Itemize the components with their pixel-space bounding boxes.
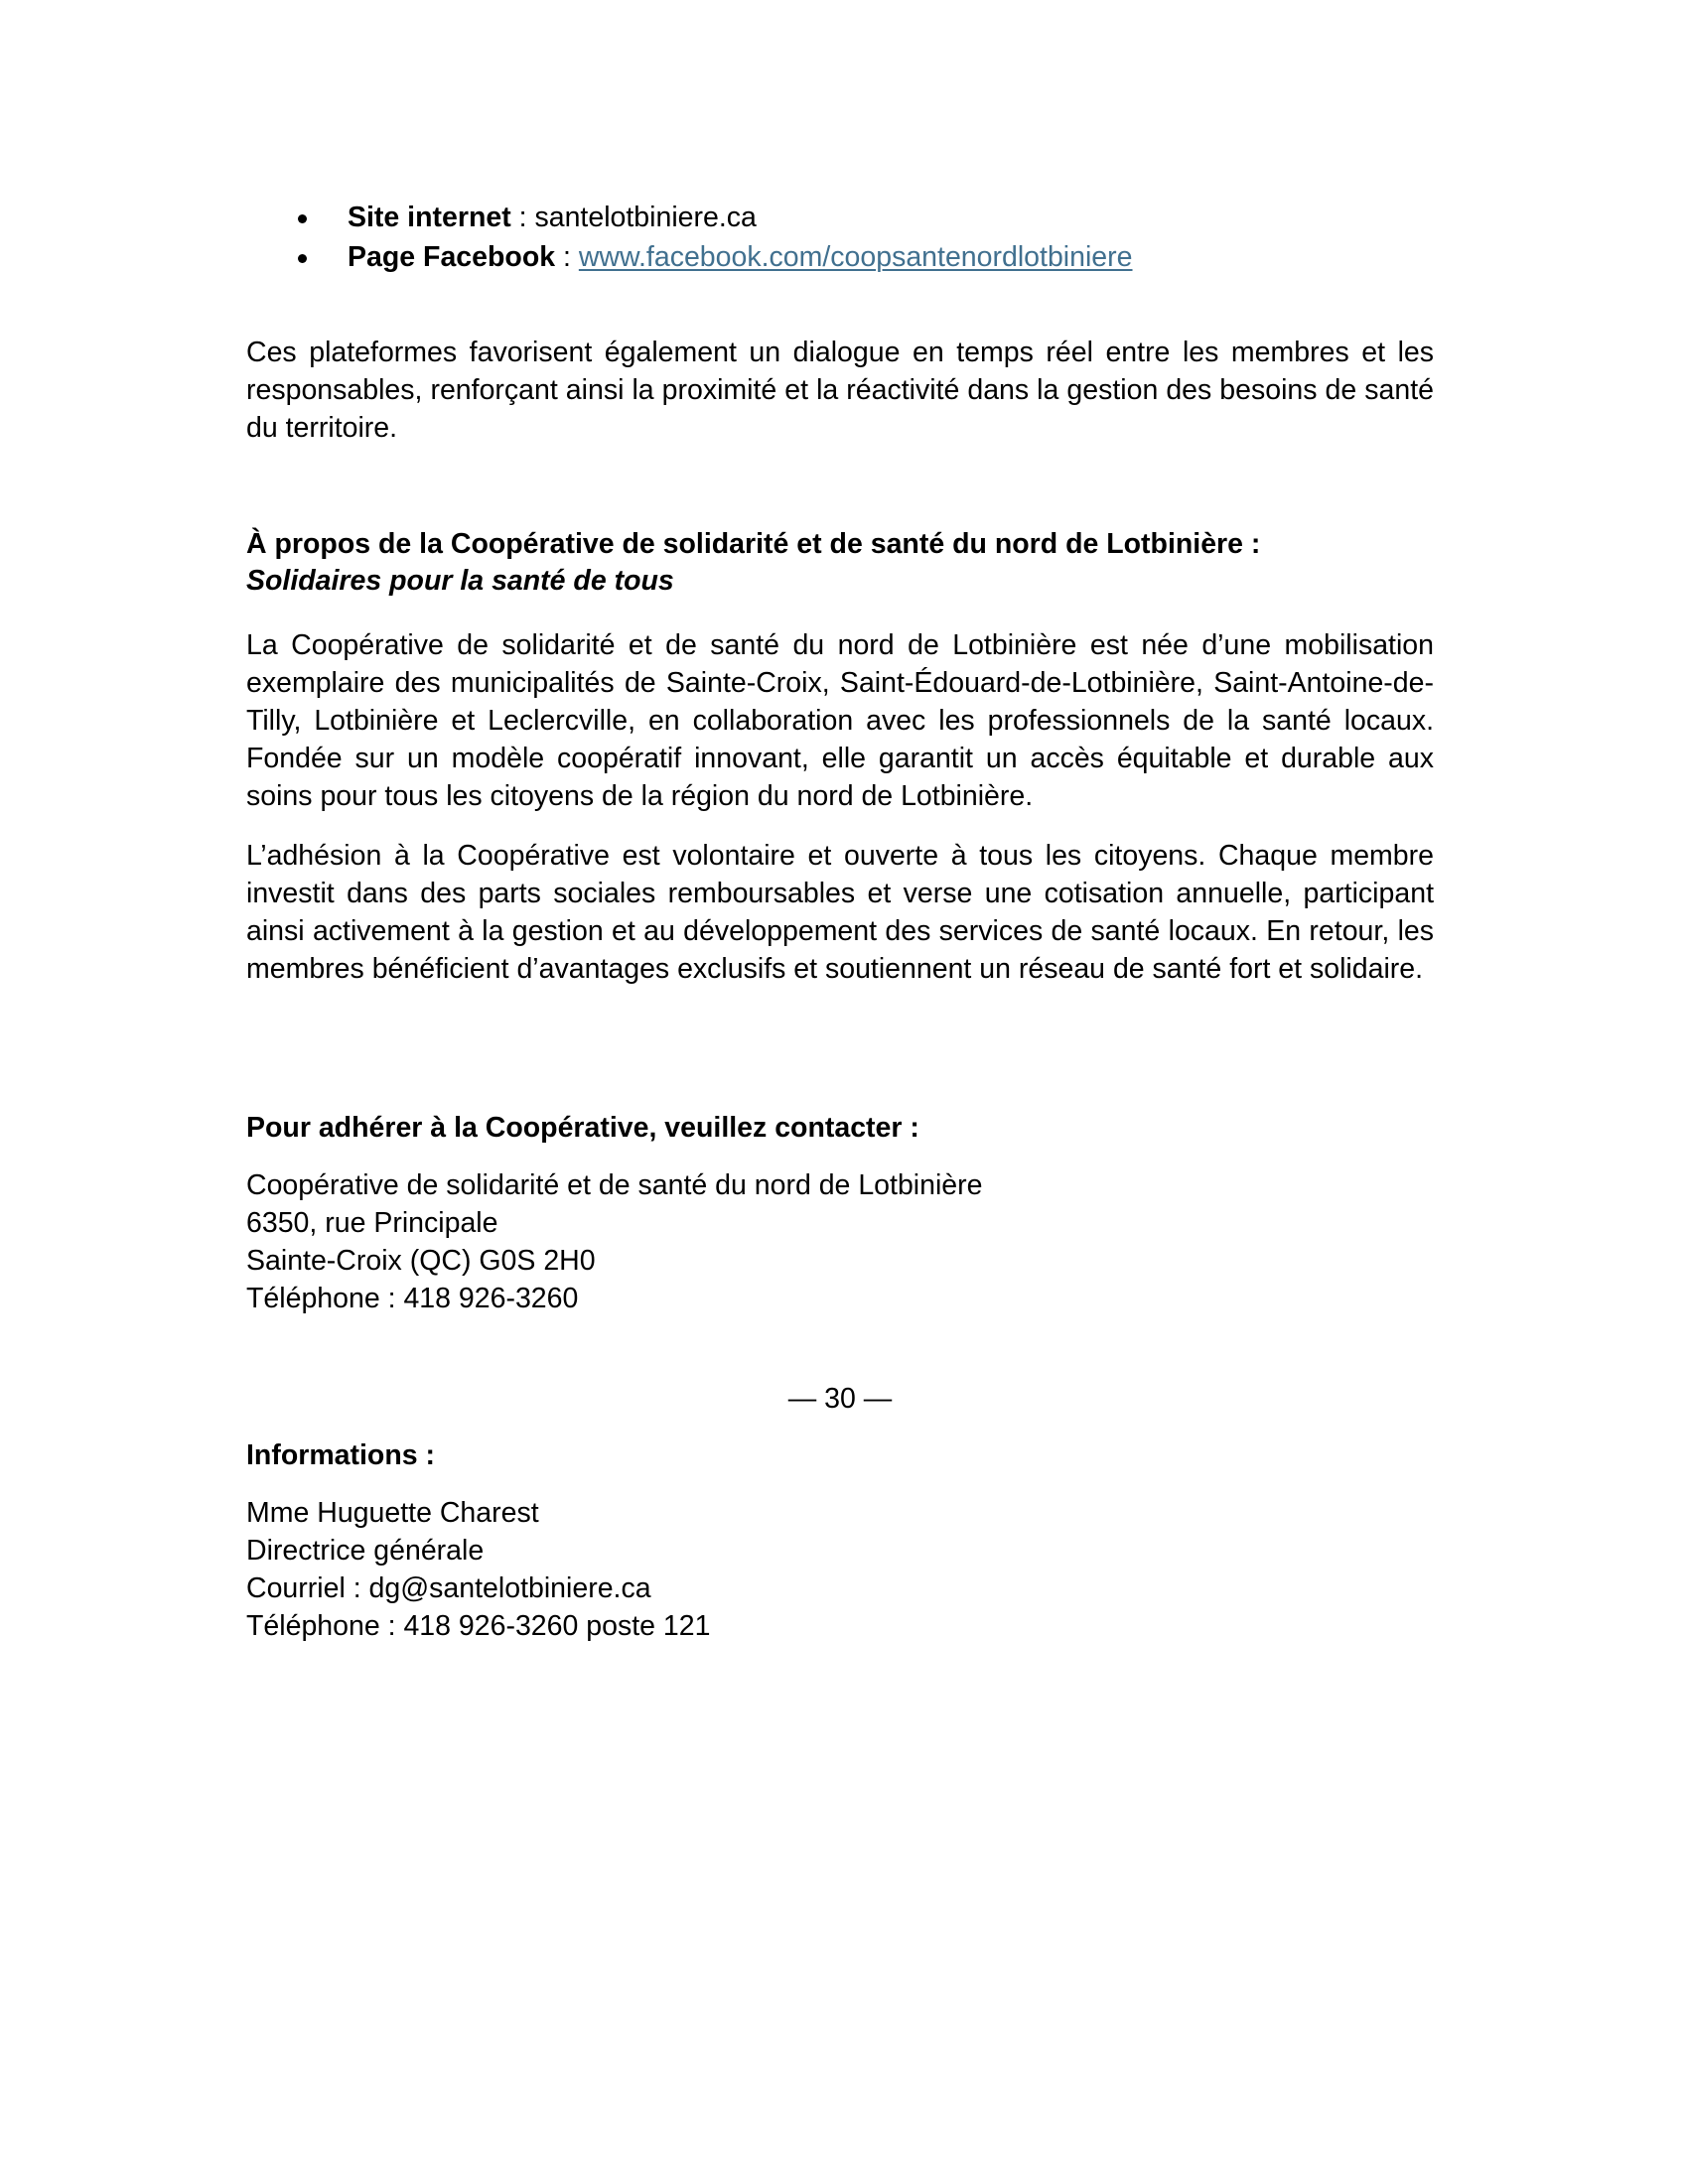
join-address: 6350, rue Principale bbox=[246, 1207, 498, 1239]
info-name: Mme Huguette Charest bbox=[246, 1497, 539, 1529]
info-title: Directrice générale bbox=[246, 1535, 485, 1567]
list-item bbox=[246, 238, 1434, 278]
about-heading bbox=[246, 526, 1434, 600]
join-city: Sainte-Croix (QC) G0S 2H0 bbox=[246, 1245, 596, 1277]
facebook-link[interactable]: www.facebook.com/coopsantenordlotbiniere bbox=[578, 241, 1133, 273]
list-item bbox=[246, 199, 1434, 238]
contact-links-list bbox=[246, 199, 1434, 278]
join-organization: Coopérative de solidarité et de santé du nord de Lotbinière bbox=[246, 1169, 983, 1201]
intro-paragraph: Ces plateformes favorisent également un dialogue en temps réel entre les membres et les responsables, renforçant ainsi la proximité et la réactivité dans la gestion des besoins de santé du territoire. bbox=[246, 337, 1434, 444]
about-paragraph-1: La Coopérative de solidarité et de santé du nord de Lotbinière est née d’une mobilisation exemplaire des municipalités de Sainte-Croix, Saint-Édouard-de-Lotbinière, Saint-Antoine-de-Tilly, Lotbinière et Leclercville, en collaboration avec les professionnels de la santé locaux. Fondée sur un modèle coopératif innovant, elle garantit un accès équitable et durable aux soins pour tous les citoyens de la région du nord de Lotbinière. bbox=[246, 629, 1434, 812]
about-paragraph-2: L’adhésion à la Coopérative est volontaire et ouverte à tous les citoyens. Chaque membre investit dans des parts sociales remboursables et verse une cotisation annuelle, participant ainsi activement à la gestion et au développement des services de santé locaux. En retour, les membres bénéficient d’avantages exclusifs et soutiennent un réseau de santé fort et solidaire. bbox=[246, 840, 1434, 985]
facebook-label: Page Facebook bbox=[348, 241, 556, 273]
info-email: Courriel : dg@santelotbiniere.ca bbox=[246, 1572, 651, 1604]
join-heading: Pour adhérer à la Coopérative, veuillez contacter : bbox=[246, 1112, 919, 1144]
bullet-icon bbox=[298, 254, 307, 263]
document-page bbox=[246, 0, 1434, 2184]
join-contact-block bbox=[246, 1166, 1434, 1317]
bullet-icon bbox=[298, 214, 307, 223]
info-heading: Informations : bbox=[246, 1439, 435, 1471]
info-contact-block bbox=[246, 1494, 1434, 1645]
info-phone: Téléphone : 418 926-3260 poste 121 bbox=[246, 1610, 711, 1642]
about-subtitle: Solidaires pour la santé de tous bbox=[246, 565, 674, 597]
facebook-separator: : bbox=[555, 241, 579, 273]
website-url: santelotbiniere.ca bbox=[534, 202, 757, 233]
page-number: — 30 — bbox=[787, 1383, 893, 1415]
website-separator: : bbox=[510, 202, 535, 233]
website-label: Site internet bbox=[348, 202, 511, 233]
join-phone: Téléphone : 418 926-3260 bbox=[246, 1283, 579, 1314]
about-heading-text: À propos de la Coopérative de solidarité et de santé du nord de Lotbinière : bbox=[246, 528, 1261, 560]
